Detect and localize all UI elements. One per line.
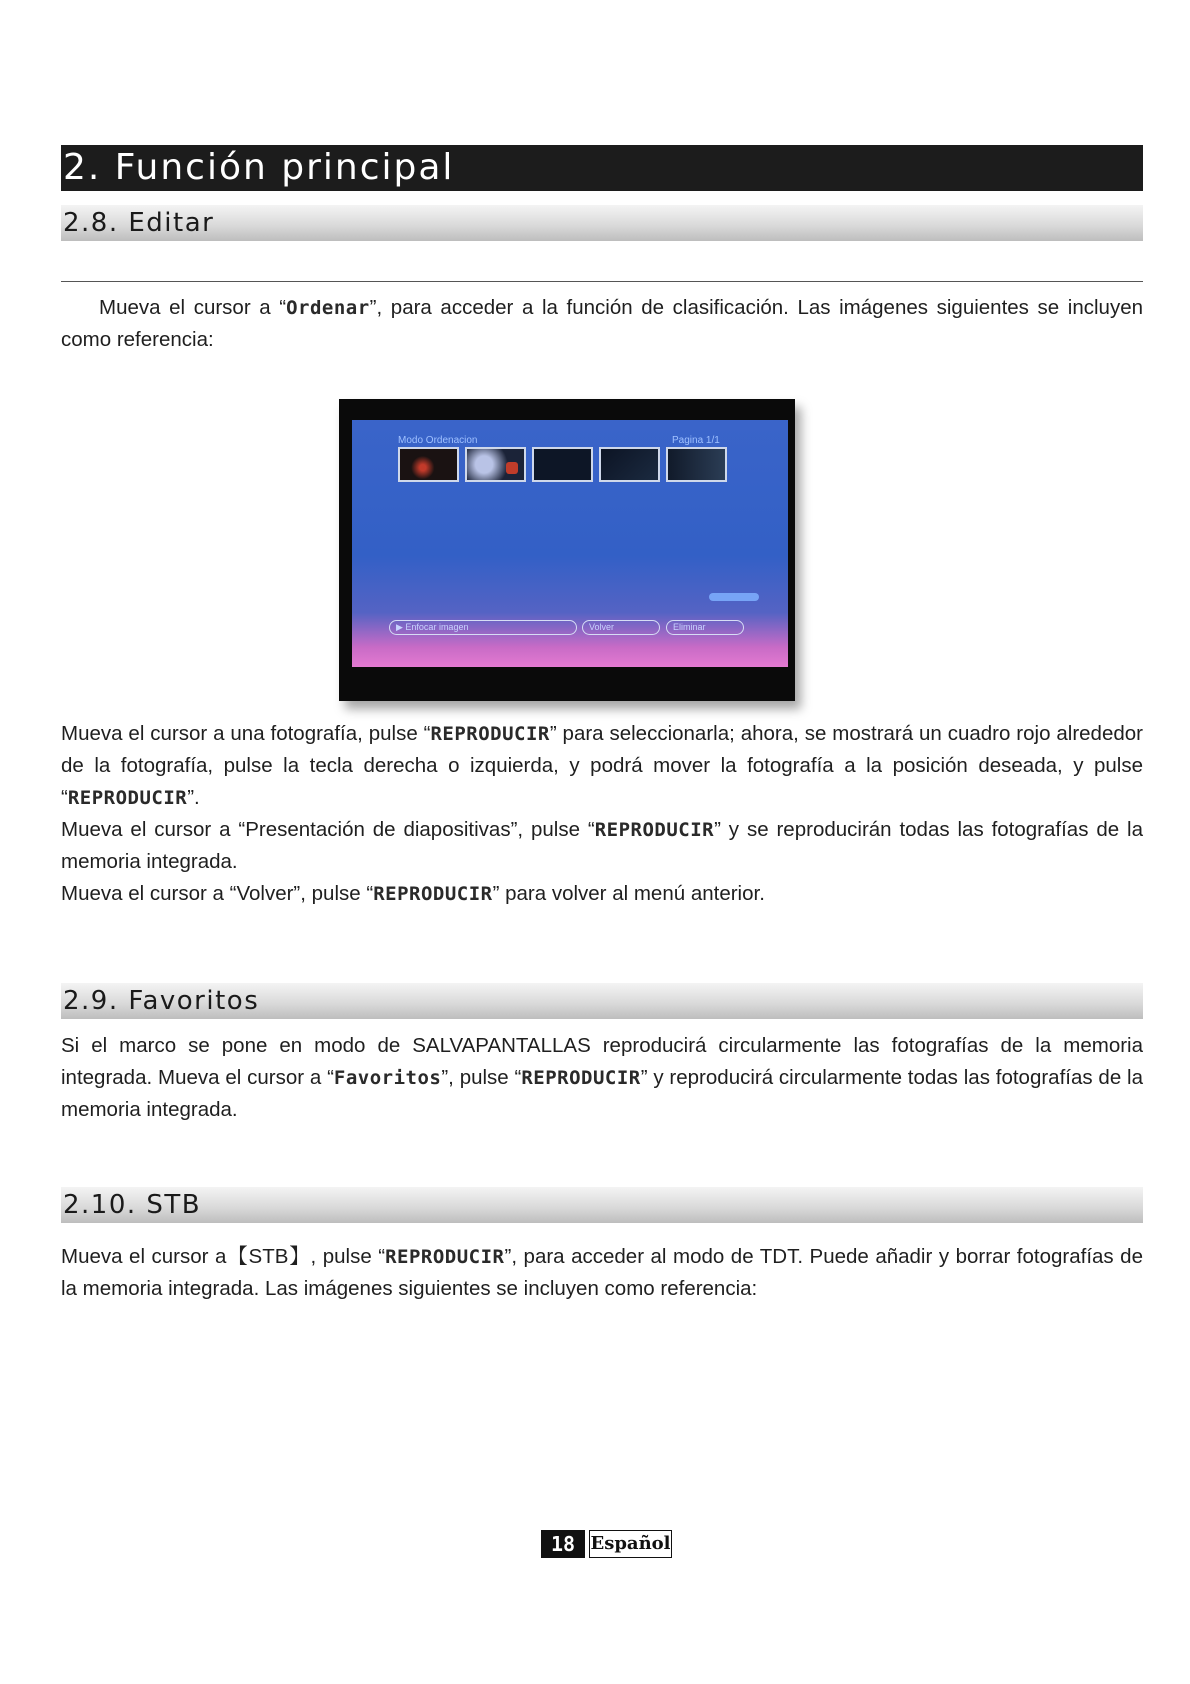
text-span: Si el marco se pone en modo de SALVAPANTALLAS reproducirá circularmente las fotografías de la memoria integrada. Mueva el cursor a “ <box>61 1034 1143 1089</box>
section-heading-stb: 2.10. STB <box>61 1187 1143 1223</box>
keyword-ordenar: Ordenar <box>286 297 370 319</box>
text-span: Mueva el cursor a【STB】, pulse “ <box>61 1245 386 1268</box>
editar-paragraph-ordenar <box>61 292 1143 356</box>
thumbnail-strip <box>398 447 738 485</box>
text-span: Mueva el cursor a una fotografía, pulse “ <box>61 722 431 745</box>
text-span: ” y se reproducirán todas las fotografías de la memoria integrada. <box>61 818 1143 873</box>
text-span: ” para volver al menú anterior. <box>492 882 765 905</box>
text-span: Mueva el cursor a “Volver”, pulse “ <box>61 882 374 905</box>
page-title: 2. Función principal <box>61 145 1143 191</box>
editar-paragraph-volver <box>61 878 1143 910</box>
photo-thumbnail <box>465 447 526 482</box>
sort-mode-screen <box>352 420 788 667</box>
delete-button: Eliminar <box>666 620 744 635</box>
text-span: ”. <box>187 786 200 809</box>
language-label: Español <box>589 1530 672 1558</box>
editar-paragraph-slideshow <box>61 814 1143 878</box>
text-span: ”, para acceder a la función de clasificación. Las imágenes siguientes se incluyen como referencia: <box>61 296 1144 351</box>
keyword-reproducir: REPRODUCIR <box>430 723 550 745</box>
divider <box>61 281 1143 282</box>
photo-thumbnail <box>599 447 660 482</box>
photo-thumbnail <box>532 447 593 482</box>
section-heading-favoritos: 2.9. Favoritos <box>61 983 1143 1019</box>
section-heading-editar: 2.8. Editar <box>61 205 1143 241</box>
page-label: Pagina 1/1 <box>672 435 720 446</box>
text-span: Mueva el cursor a “ <box>99 296 287 319</box>
keyword-reproducir: REPRODUCIR <box>594 819 715 841</box>
keyword-reproducir: REPRODUCIR <box>385 1246 505 1268</box>
photo-thumbnail <box>398 447 459 482</box>
focus-image-button: ▶ Enfocar imagen <box>389 620 577 635</box>
photo-thumbnail <box>666 447 727 482</box>
page-number: 18 <box>541 1530 585 1558</box>
stb-paragraph <box>61 1241 1143 1305</box>
back-button: Volver <box>582 620 660 635</box>
keyword-reproducir: REPRODUCIR <box>521 1067 641 1089</box>
keyword-reproducir: REPRODUCIR <box>67 787 188 809</box>
keyword-reproducir: REPRODUCIR <box>373 883 493 905</box>
text-span: ” y reproducirá circularmente todas las fotografías de la memoria integrada. <box>61 1066 1144 1121</box>
favoritos-paragraph <box>61 1030 1143 1126</box>
highlight-glow <box>709 593 759 601</box>
text-span: Mueva el cursor a “Presentación de diapositivas”, pulse “ <box>61 818 595 841</box>
editar-paragraph-move-photo <box>61 718 1143 814</box>
screenshot-figure <box>339 399 795 701</box>
text-span: ” para seleccionarla; ahora, se mostrará un cuadro rojo alrededor de la fotografía, pulse la tecla derecha o izquierda, y podrá mover la fotografía a la posición deseada, y pulse “ <box>61 722 1143 809</box>
text-span: ”, para acceder al modo de TDT. Puede añadir y borrar fotografías de la memoria integrada. Las imágenes siguientes se incluyen como referencia: <box>61 1245 1143 1300</box>
keyword-favoritos: Favoritos <box>333 1067 442 1089</box>
text-span: ”, pulse “ <box>441 1066 522 1089</box>
mode-label: Modo Ordenacion <box>398 435 478 446</box>
